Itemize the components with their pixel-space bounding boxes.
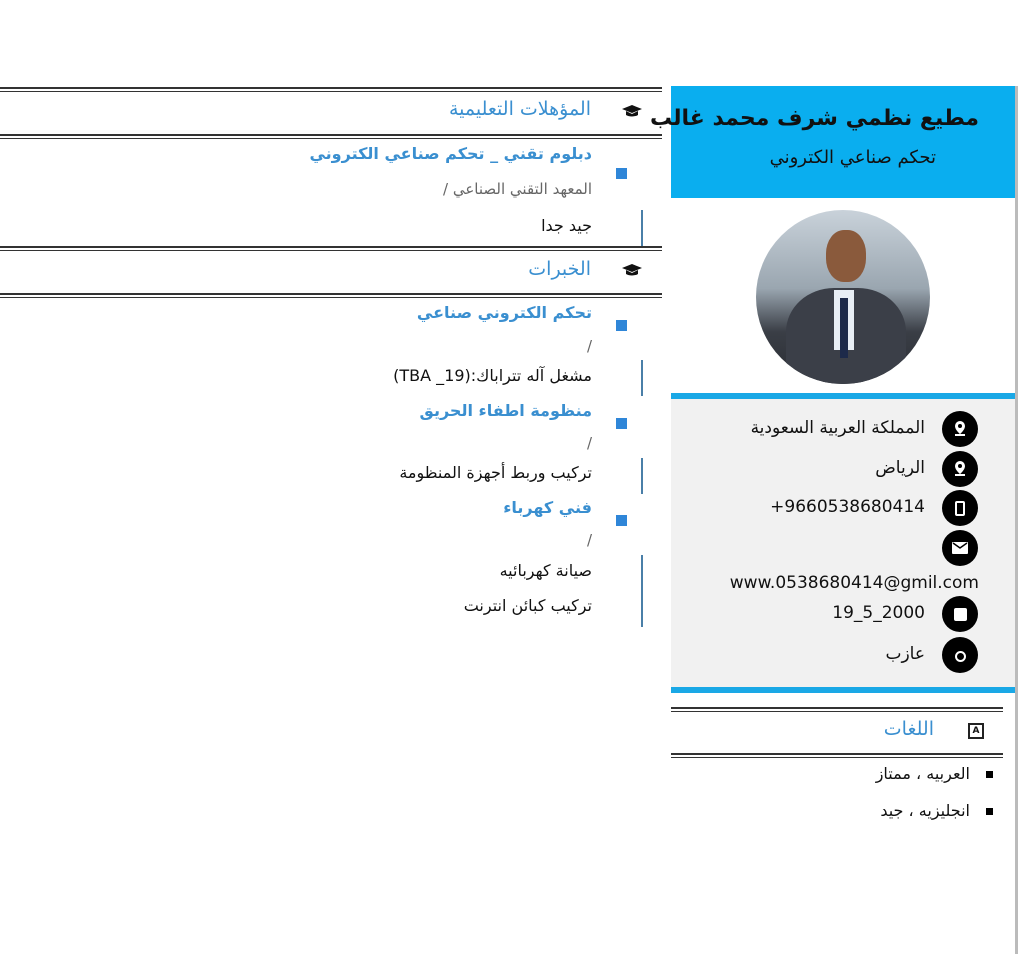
education-degree: دبلوم تقني _ تحكم صناعي الكتروني [309, 144, 592, 163]
contact-city: الرياض [875, 458, 925, 478]
experience-title: الخبرات [528, 258, 591, 280]
bullet-icon [986, 771, 993, 778]
mail-icon [942, 530, 978, 566]
experience-sep: / [586, 531, 592, 549]
experience-title-2: منظومة اطفاء الحريق [419, 401, 592, 420]
education-grade: جيد جدا [541, 216, 592, 235]
bullet-icon [986, 808, 993, 815]
graduation-cap-icon [622, 104, 642, 118]
languages-title: اللغات [883, 718, 934, 740]
bullet-square-icon [616, 320, 627, 331]
contact-bottom-line [671, 687, 1015, 693]
experience-title-3: فني كهرباء [503, 498, 592, 517]
experience-line: تركيب كبائن انترنت [463, 596, 592, 615]
language-item: العربيه ، ممتاز [875, 764, 970, 783]
profile-photo [756, 210, 930, 384]
timeline-bar [641, 458, 643, 494]
translate-icon: A [968, 723, 984, 739]
person-title: تحكم صناعي الكتروني [769, 147, 936, 168]
contact-country: المملكة العربية السعودية [750, 418, 925, 438]
person-name: مطيع نظمي شرف محمد غالب [649, 106, 979, 131]
bullet-square-icon [616, 168, 627, 179]
experience-divider-bottom [0, 293, 662, 298]
experience-sep: / [586, 434, 592, 452]
experience-title-1: تحكم الكتروني صناعي [416, 303, 592, 322]
contact-phone[interactable]: 9660538680414+ [770, 497, 925, 517]
experience-line: صيانة كهربائيه [499, 561, 592, 580]
contact-marital-status: عازب [885, 644, 925, 664]
education-title: المؤهلات التعليمية [448, 98, 591, 120]
experience-line: تركيب وربط أجهزة المنظومة [399, 463, 592, 482]
timeline-bar [641, 210, 643, 246]
education-institute: المعهد التقني الصناعي / [443, 180, 592, 198]
timeline-bar [641, 555, 643, 627]
ring-icon [942, 637, 978, 673]
languages-divider-bottom [671, 753, 1003, 758]
education-divider-top [0, 87, 662, 92]
contact-birthdate: 2000_5_19 [832, 603, 925, 623]
contact-email[interactable]: www.0538680414@gmil.com [729, 573, 979, 593]
language-item: انجليزيه ، جيد [880, 801, 970, 820]
experience-sep: / [586, 337, 592, 355]
calendar-icon [942, 596, 978, 632]
bullet-square-icon [616, 418, 627, 429]
bullet-square-icon [616, 515, 627, 526]
education-divider-bottom [0, 134, 662, 139]
experience-divider-top [0, 246, 662, 251]
sidebar-border [1015, 86, 1018, 954]
graduation-cap-icon [622, 263, 642, 277]
location-icon [942, 451, 978, 487]
experience-line: مشغل آله تتراباك:(19_ TBA) [393, 366, 592, 385]
languages-divider-top [671, 707, 1003, 712]
header-banner [671, 86, 1015, 198]
timeline-bar [641, 360, 643, 396]
location-icon [942, 411, 978, 447]
phone-icon [942, 490, 978, 526]
